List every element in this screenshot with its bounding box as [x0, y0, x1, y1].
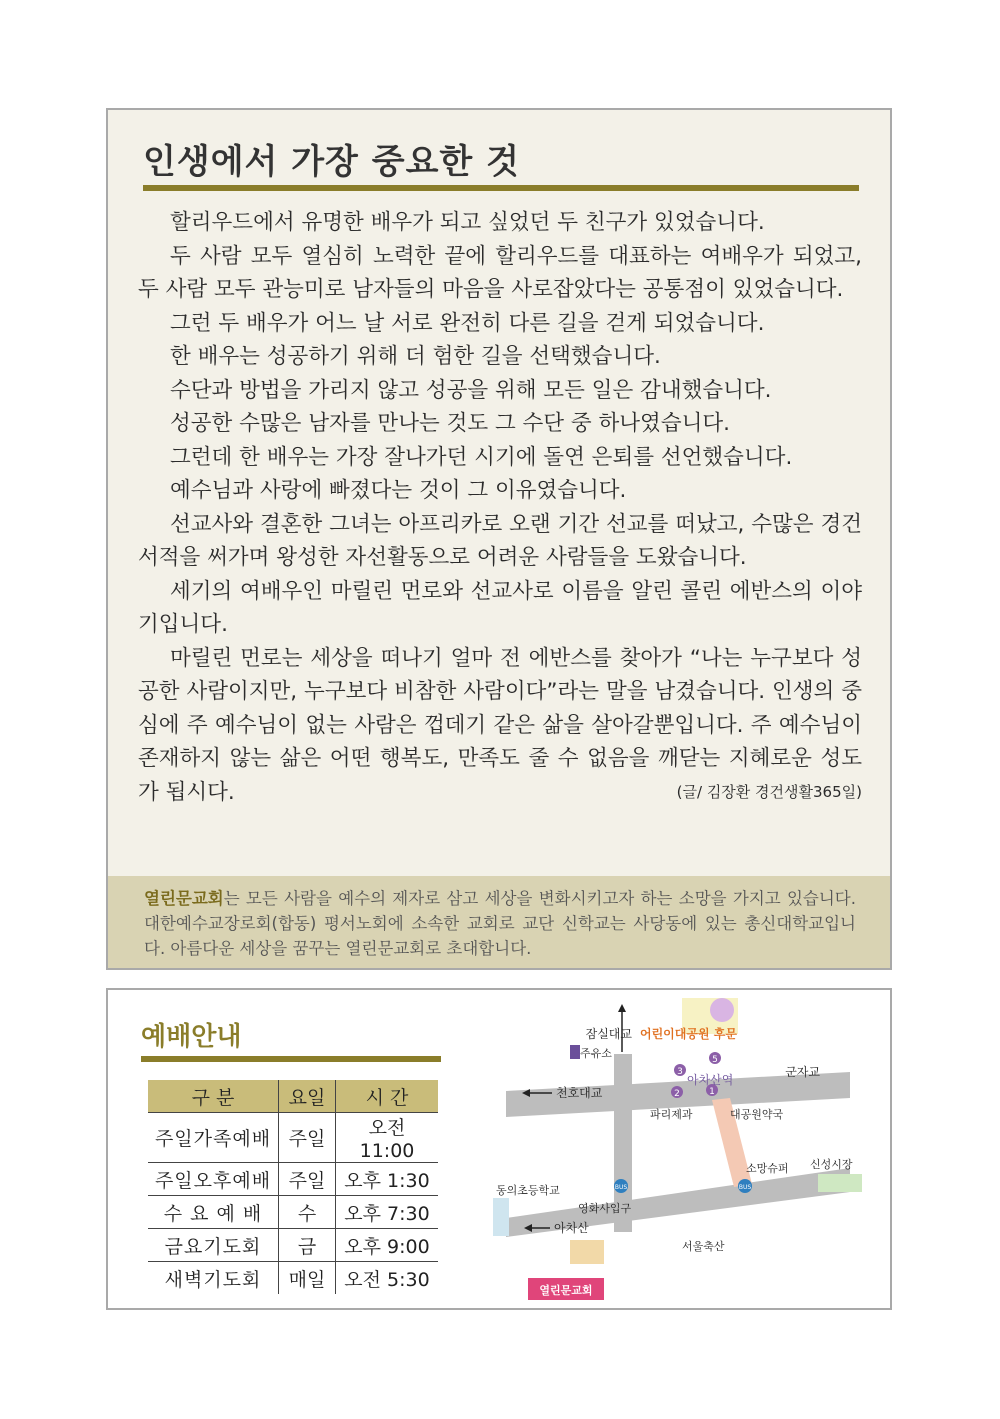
church-building-icon — [570, 1240, 604, 1264]
map-label: 소망슈퍼 — [746, 1162, 789, 1175]
map-label: 대공원약국 — [730, 1108, 784, 1121]
location-map — [490, 990, 890, 1308]
service-name: 새벽기도회 — [164, 1268, 262, 1291]
table-row — [148, 1262, 438, 1295]
bus-label: BUS — [738, 1184, 752, 1191]
article-card — [106, 108, 892, 970]
service-day: 수 — [279, 1196, 336, 1229]
exit-number: 5 — [712, 1055, 718, 1065]
paragraph: 예수님과 사랑에 빠졌다는 것이 그 이유였습니다. — [170, 478, 627, 503]
map-label: 서울축산 — [682, 1240, 725, 1253]
article-credit: (글/ 김장환 경건생활365일) — [676, 782, 862, 801]
map-label: 주유소 — [580, 1047, 612, 1060]
paragraph: 선교사와 결혼한 그녀는 아프리카로 오랜 기간 선교를 떠났고, 수많은 경건 서적을 써가며 왕성한 자선활동으로 어려운 사람들을 도왔습니다. — [138, 511, 862, 570]
schedule-title: 예배안내 — [141, 1022, 242, 1052]
service-time: 오후 1:30 — [336, 1163, 439, 1196]
church-intro-text: 는 모든 사람을 예수의 제자로 삼고 세상을 변화시키고자 하는 소망을 가지고 있습니다. 대한예수교장로회(합동) 평서노회에 소속한 교회로 교단 신학교는 사당동에 있는 총신대학교입니다. 아름다운 세상을 꿈꾸는 열린문교회로 초대합니다. — [144, 889, 856, 958]
column-header: 시 간 — [336, 1080, 439, 1113]
table-row — [148, 1113, 438, 1163]
service-time: 오후 9:00 — [336, 1229, 439, 1262]
paragraph: 세기의 여배우인 마릴린 먼로와 선교사로 이름을 알린 콜린 에반스의 이야기입니다. — [138, 578, 862, 637]
paragraph: 한 배우는 성공하기 위해 더 험한 길을 선택했습니다. — [170, 344, 661, 369]
market-block — [818, 1174, 862, 1192]
table-header-row — [148, 1080, 438, 1113]
park-tree-icon — [710, 998, 734, 1022]
map-label: 열린문교회 — [539, 1284, 593, 1297]
service-name: 주일오후예배 — [148, 1163, 279, 1196]
map-label: 동의초등학교 — [496, 1184, 560, 1197]
table-row — [148, 1163, 438, 1196]
column-header: 요일 — [279, 1080, 336, 1113]
table-row — [148, 1229, 438, 1262]
article-title: 인생에서 가장 중요한 것 — [143, 142, 520, 182]
table-row — [148, 1196, 438, 1229]
service-day: 주일 — [279, 1113, 336, 1163]
paragraph-last: 마릴린 먼로는 세상을 떠나기 얼마 전 에반스를 찾아가 “나는 누구보다 성공한 사람이지만, 누구보다 비참한 사람이다”라는 말을 남겼습니다. 인생의 중심에 주 예수님이 없는 사람은 껍데기 같은 삶을 살아갈뿐입니다. 주 예수님이 존재하지 않는 삶은 어떤 행복도, 만족도 줄 수 없음을 깨닫는 지혜로운 성도가 됩시다. — [138, 645, 862, 805]
service-day: 주일 — [279, 1163, 336, 1196]
map-label: 파리제과 — [650, 1108, 693, 1121]
service-time: 오전 5:30 — [336, 1262, 439, 1295]
map-label: 어린이대공원 후문 — [640, 1027, 737, 1041]
schedule-table — [148, 1080, 438, 1294]
service-time: 오후 7:30 — [336, 1196, 439, 1229]
paragraph: 수단과 방법을 가리지 않고 성공을 위해 모든 일은 감내했습니다. — [170, 377, 772, 403]
school-block — [493, 1198, 509, 1236]
bus-label: BUS — [614, 1184, 628, 1191]
gas-station-icon — [570, 1045, 580, 1059]
paragraph: 그런데 한 배우는 가장 잘나가던 시기에 돌연 은퇴를 선언했습니다. — [170, 444, 793, 470]
map-label: 아차산역 — [687, 1073, 734, 1087]
worship-info-card — [106, 988, 892, 1310]
paragraph: 두 사람 모두 열심히 노력한 끝에 할리우드를 대표하는 여배우가 되었고, 두 사람 모두 관능미로 남자들의 마음을 사로잡았다는 공통점이 있었습니다. — [138, 243, 862, 302]
map-label: 천호대교 — [556, 1086, 603, 1100]
exit-number: 2 — [674, 1089, 680, 1099]
exit-number: 3 — [677, 1067, 683, 1077]
map-label: 아차산 — [554, 1221, 589, 1235]
service-time: 오전11:00 — [336, 1113, 439, 1163]
church-name: 열린문교회 — [144, 889, 224, 908]
service-name: 주일가족예배 — [148, 1113, 279, 1163]
church-intro — [108, 876, 890, 968]
exit-number: 1 — [709, 1087, 715, 1097]
paragraph — [138, 642, 862, 810]
title-divider — [143, 185, 859, 191]
schedule-divider — [141, 1056, 441, 1062]
service-day: 매일 — [279, 1262, 336, 1295]
map-label: 영화사입구 — [578, 1202, 632, 1215]
service-day: 금 — [279, 1229, 336, 1262]
service-name: 금요기도회 — [148, 1229, 279, 1262]
map-label: 잠실대교 — [585, 1027, 632, 1041]
paragraph: 성공한 수많은 남자를 만나는 것도 그 수단 중 하나였습니다. — [170, 411, 730, 436]
article-body — [138, 206, 862, 809]
paragraph: 그런 두 배우가 어느 날 서로 완전히 다른 길을 걷게 되었습니다. — [170, 310, 765, 336]
service-name: 수 요 예 배 — [148, 1196, 279, 1229]
map-label: 신성시장 — [810, 1158, 853, 1171]
paragraph: 할리우드에서 유명한 배우가 되고 싶었던 두 친구가 있었습니다. — [170, 210, 765, 235]
arrow-head-icon — [618, 1004, 626, 1012]
column-header: 구 분 — [148, 1080, 279, 1113]
map-label: 군자교 — [785, 1065, 820, 1079]
